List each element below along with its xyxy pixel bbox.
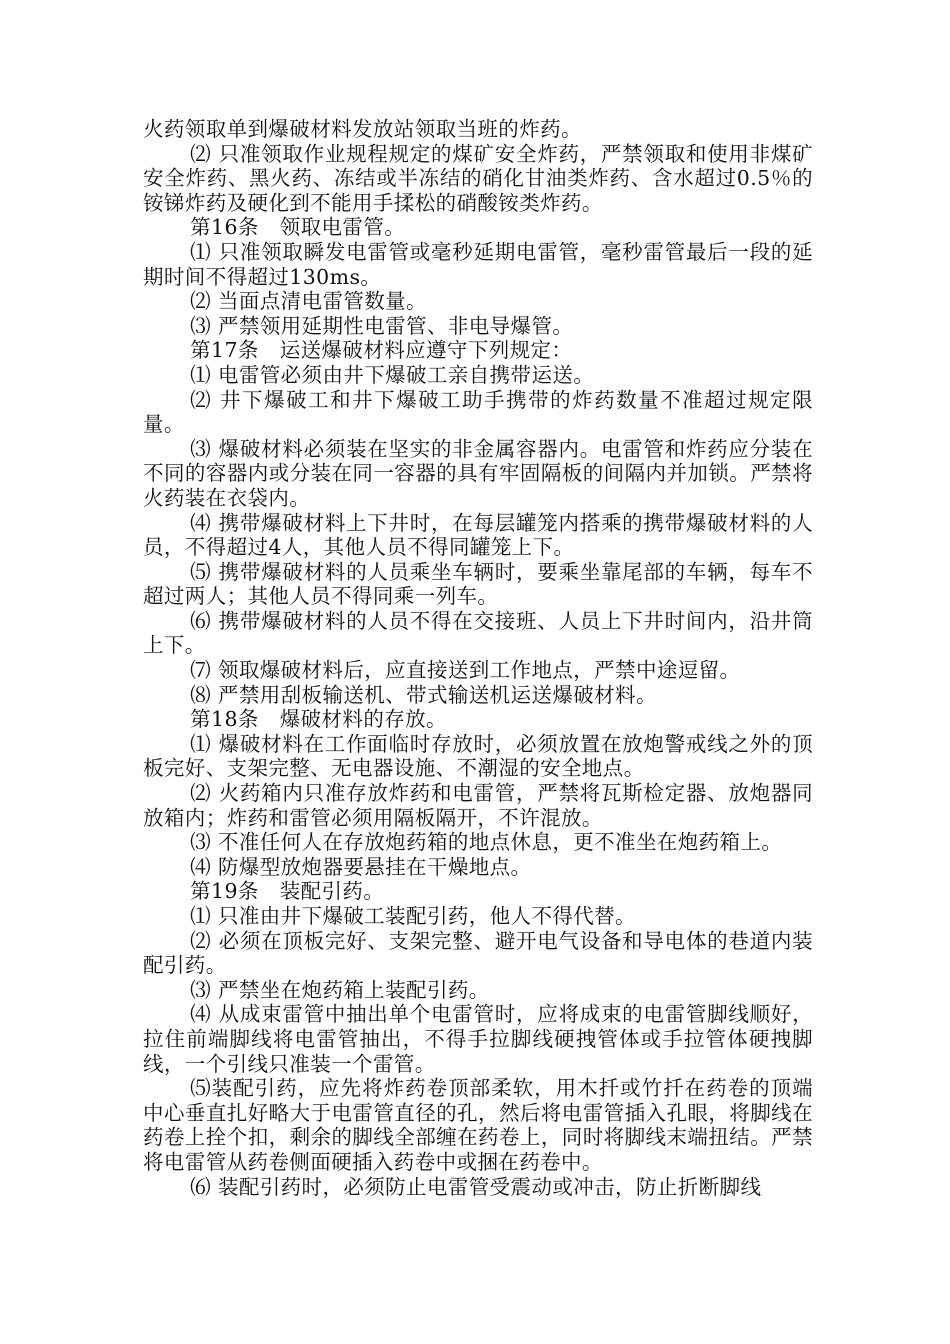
paragraph: ⑵ 火药箱内只准存放炸药和电雷管，严禁将瓦斯检定器、放炮器同放箱内；炸药和雷管必须用隔板隔开，不许混放。 [143, 781, 813, 830]
paragraph: ⑹ 装配引药时，必须防止电雷管受震动或冲击，防止折断脚线 [190, 1174, 762, 1199]
paragraph: ⑶ 严禁领用延期性电雷管、非电导爆管。 [190, 313, 574, 338]
paragraph: ⑷ 从成束雷管中抽出单个电雷管时，应将成束的电雷管脚线顺好，拉住前端脚线将电雷管抽出，不得手拉脚线硬拽管体或手拉管体硬拽脚线，一个引线只准装一个雷管。 [143, 1002, 813, 1076]
section-heading: 第17条 运送爆破材料应遵守下列规定： [190, 338, 573, 363]
paragraph: ⑶ 爆破材料必须装在坚实的非金属容器内。电雷管和炸药应分装在不同的容器内或分装在同一容器的具有牢固隔板的间隔内并加锁。严禁将火药装在衣袋内。 [143, 436, 813, 510]
paragraph: ⑹ 携带爆破材料的人员不得在交接班、人员上下井时间内，沿井筒上下。 [143, 608, 813, 658]
paragraph: ⑸装配引药，应先将炸药卷顶部柔软，用木扦或竹扦在药卷的顶端中心垂直扎好略大于电雷管直径的孔，然后将电雷管插入孔眼，将脚线在药卷上拴个扣，剩余的脚线全部缠在药卷上，同时将脚线末端扭结。严禁将电雷管从药卷侧面硬插入药卷中或捆在药卷中。 [143, 1076, 813, 1174]
paragraph: 火药领取单到爆破材料发放站领取当班的炸药。 [143, 117, 582, 141]
section-heading: 第18条 爆破材料的存放。 [190, 707, 447, 732]
paragraph: ⑶ 不准任何人在存放炮药箱的地点休息，更不准坐在炮药箱上。 [190, 830, 783, 855]
paragraph: ⑵ 当面点清电雷管数量。 [190, 289, 427, 314]
paragraph: ⑺ 领取爆破材料后，应直接送到工作地点，严禁中途逗留。 [190, 658, 741, 683]
paragraph: ⑵ 只准领取作业规程规定的煤矿安全炸药，严禁领取和使用非煤矿安全炸药、黑火药、冻结或半冻结的硝化甘油类炸药、含水超过0.5％的铵锑炸药及硬化到不能用手揉松的硝酸铵类炸药。 [143, 141, 813, 215]
paragraph: ⑵ 必须在顶板完好、支架完整、避开电气设备和导电体的巷道内装配引药。 [143, 928, 813, 978]
paragraph: ⑴ 只准领取瞬发电雷管或毫秒延期电雷管，毫秒雷管最后一段的延期时间不得超过130ms。 [143, 239, 813, 289]
section-heading: 第19条 装配引药。 [190, 879, 385, 904]
paragraph: ⑴ 只准由井下爆破工装配引药，他人不得代替。 [190, 904, 636, 928]
paragraph: ⑴ 爆破材料在工作面临时存放时，必须放置在放炮警戒线之外的顶板完好、支架完整、无电器设施、不潮湿的安全地点。 [143, 731, 813, 781]
paragraph: ⑵ 井下爆破工和井下爆破工助手携带的炸药数量不准超过规定限量。 [143, 387, 813, 437]
paragraph: ⑸ 携带爆破材料的人员乘坐车辆时，要乘坐靠尾部的车辆，每车不超过两人；其他人员不得同乘一列车。 [143, 559, 813, 609]
section-heading: 第16条 领取电雷管。 [190, 215, 406, 240]
paragraph: ⑷ 防爆型放炮器要悬挂在干燥地点。 [190, 854, 532, 879]
paragraph: ⑻ 严禁用刮板输送机、带式输送机运送爆破材料。 [190, 682, 657, 707]
document-body [143, 117, 813, 1199]
paragraph: ⑷ 携带爆破材料上下井时，在每层罐笼内搭乘的携带爆破材料的人员，不得超过4人，其他人员不得同罐笼上下。 [143, 510, 813, 560]
paragraph: ⑴ 电雷管必须由井下爆破工亲自携带运送。 [190, 362, 595, 387]
paragraph: ⑶ 严禁坐在炮药箱上装配引药。 [190, 977, 490, 1002]
